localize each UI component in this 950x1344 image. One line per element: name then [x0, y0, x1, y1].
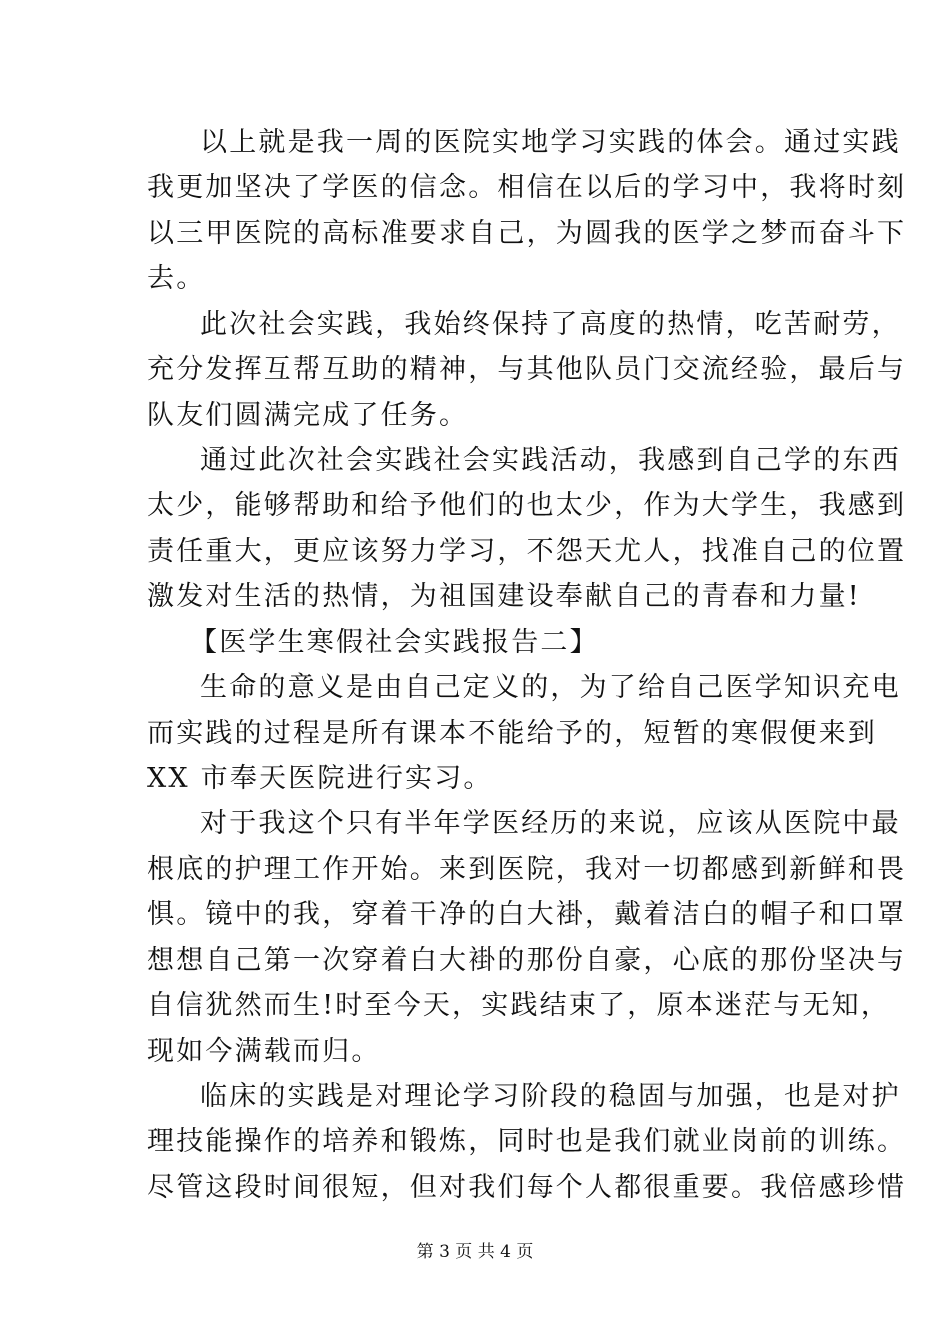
paragraph-line: 通过此次社会实践社会实践活动，我感到自己学的东西 — [200, 445, 901, 476]
paragraph-line: 理技能操作的培养和锻炼，同时也是我们就业岗前的训练。 — [147, 1126, 907, 1157]
paragraph-line: 自信犹然而生!时至今天，实践结束了，原本迷茫与无知， — [147, 990, 891, 1021]
paragraph-line: 激发对生活的热情，为祖国建设奉献自己的青春和力量! — [147, 581, 861, 612]
paragraph-line: 太少，能够帮助和给予他们的也太少，作为大学生，我感到 — [147, 490, 907, 521]
paragraph-line: 现如今满载而归。 — [147, 1036, 381, 1067]
paragraph-line: 惧。镜中的我，穿着干净的白大褂，戴着洁白的帽子和口罩 — [147, 899, 907, 930]
paragraph-line: 以三甲医院的高标准要求自己，为圆我的医学之梦而奋斗下 — [147, 218, 907, 249]
paragraph-line: 根底的护理工作开始。来到医院，我对一切都感到新鲜和畏 — [147, 854, 907, 885]
paragraph-line: 以上就是我一周的医院实地学习实践的体会。通过实践 — [200, 127, 901, 158]
paragraph-line: 责任重大，更应该努力学习，不怨天尤人，找准自己的位置 — [147, 536, 907, 567]
paragraph-line: 对于我这个只有半年学医经历的来说，应该从医院中最 — [200, 808, 901, 839]
paragraph-line: 此次社会实践，我始终保持了高度的热情，吃苦耐劳， — [200, 309, 901, 340]
paragraph-line: 队友们圆满完成了任务。 — [147, 400, 469, 431]
paragraph-line: 充分发挥互帮互助的精神，与其他队员门交流经验，最后与 — [147, 354, 907, 385]
paragraph-line: 临床的实践是对理论学习阶段的稳固与加强，也是对护 — [200, 1081, 901, 1112]
paragraph-line: 想想自己第一次穿着白大褂的那份自豪，心底的那份坚决与 — [147, 945, 907, 976]
paragraph-line: XX 市奉天医院进行实习。 — [147, 763, 493, 794]
paragraph-line: 我更加坚决了学医的信念。相信在以后的学习中，我将时刻 — [147, 172, 907, 203]
paragraph-line: 去。 — [147, 263, 206, 294]
paragraph-line: 尽管这段时间很短，但对我们每个人都很重要。我倍感珍惜 — [147, 1172, 907, 1203]
paragraph-line: 而实践的过程是所有课本不能给予的，短暂的寒假便来到 — [147, 718, 877, 749]
paragraph-line: 生命的意义是由自己定义的，为了给自己医学知识充电 — [200, 672, 901, 703]
page-number-footer: 第 3 页 共 4 页 — [416, 1242, 534, 1262]
section-heading: 【医学生寒假社会实践报告二】 — [190, 627, 599, 658]
